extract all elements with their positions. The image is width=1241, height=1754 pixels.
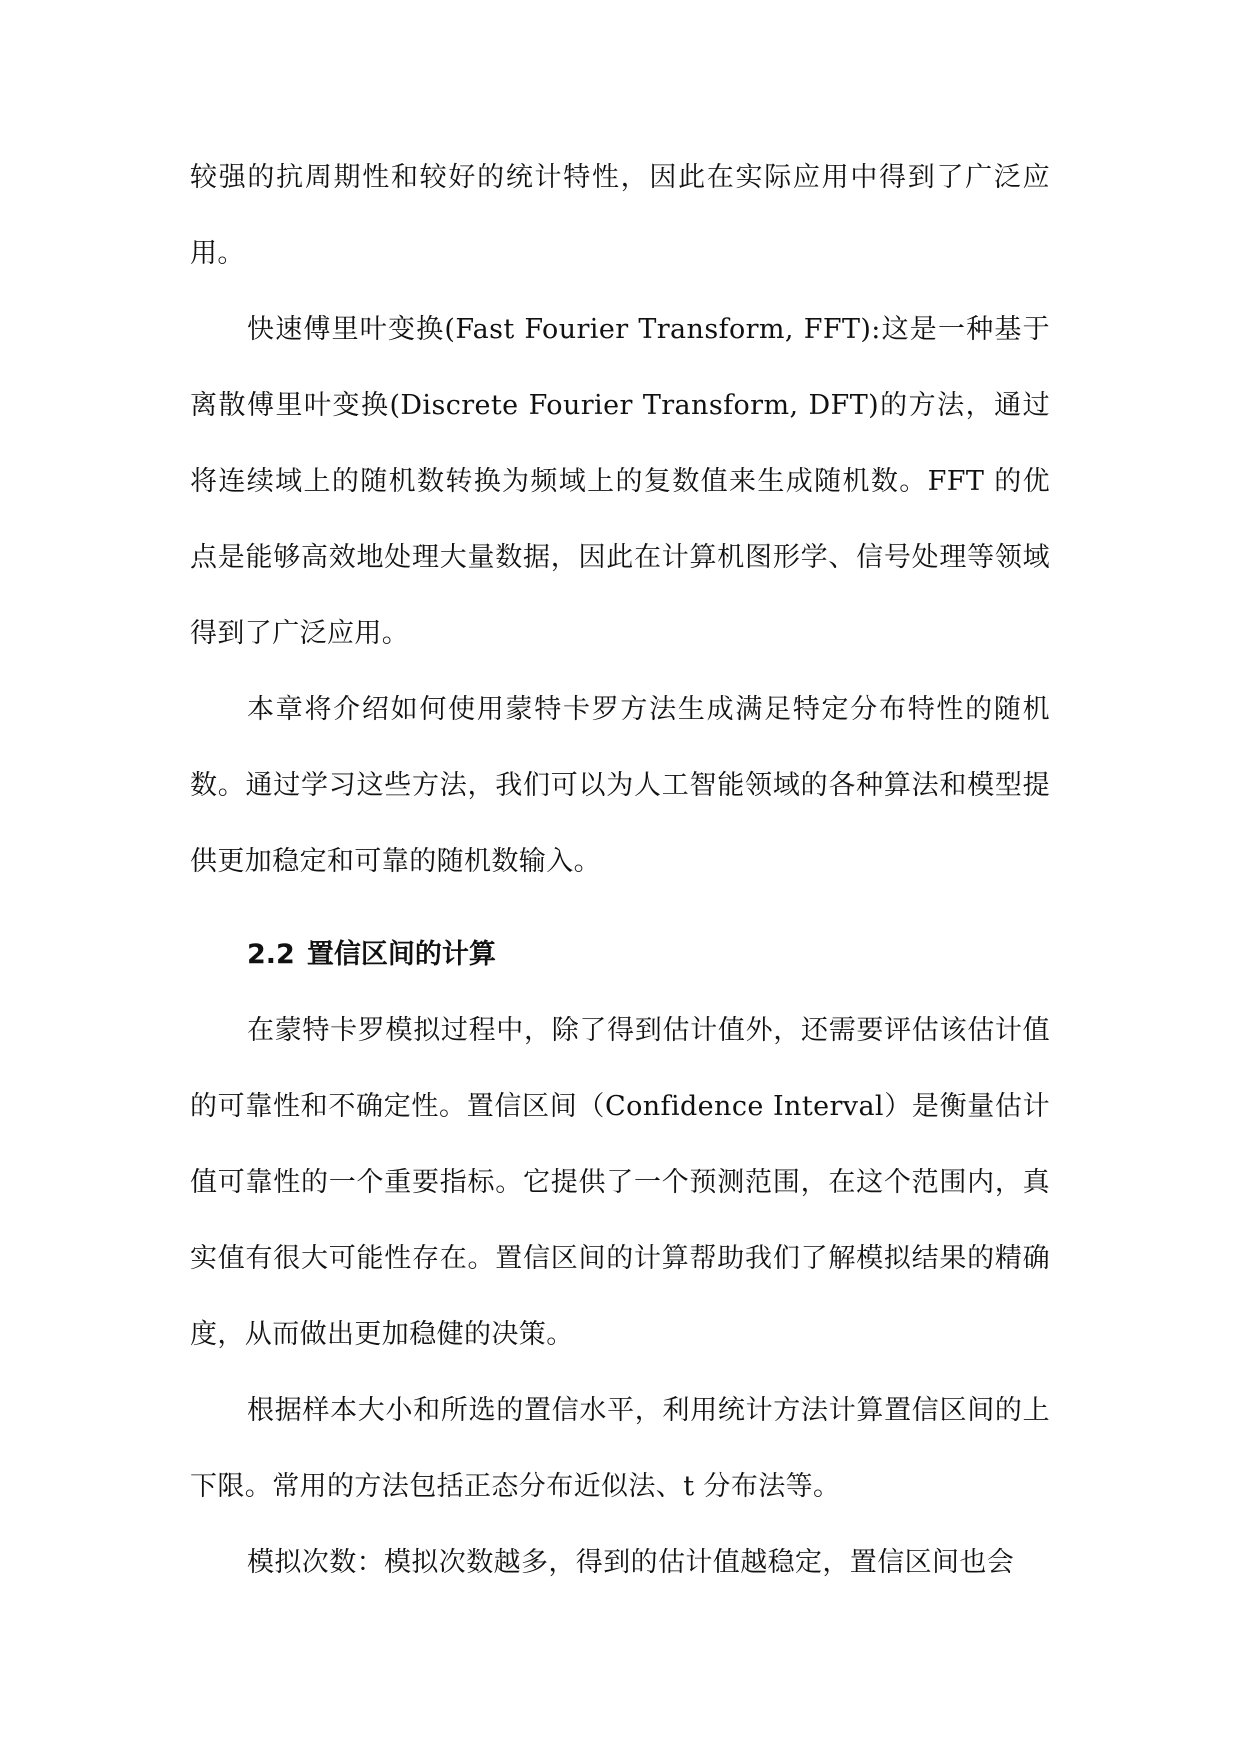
- paragraph-continuation: 较强的抗周期性和较好的统计特性，因此在实际应用中得到了广泛应用。: [190, 162, 1050, 269]
- paragraph-calculation-method: 根据样本大小和所选的置信水平，利用统计方法计算置信区间的上下限。常用的方法包括正态分布近似法、t 分布法等。: [190, 1395, 1050, 1502]
- section-title: 置信区间的计算: [306, 939, 496, 970]
- intro-text-block: [190, 140, 1050, 900]
- section-number: 2.2: [247, 939, 295, 970]
- paragraph-chapter-intro: 本章将介绍如何使用蒙特卡罗方法生成满足特定分布特性的随机数。通过学习这些方法，我们可以为人工智能领域的各种算法和模型提供更加稳定和可靠的随机数输入。: [190, 694, 1050, 877]
- section-2-2: [190, 917, 1050, 1601]
- paragraph-fft: 快速傅里叶变换(Fast Fourier Transform, FFT):这是一种基于离散傅里叶变换(Discrete Fourier Transform, DFT)的方法，通过将连续域上的随机数转换为频域上的复数值来生成随机数。FFT 的优点是能够高效地处理大量数据，因此在计算机图形学、信号处理等领域得到了广泛应用。: [190, 314, 1050, 649]
- section-heading: [190, 917, 1050, 993]
- paragraph-simulation-count: 模拟次数：模拟次数越多，得到的估计值越稳定，置信区间也会: [247, 1547, 1015, 1578]
- paragraph-confidence-interval: 在蒙特卡罗模拟过程中，除了得到估计值外，还需要评估该估计值的可靠性和不确定性。置信区间（Confidence Interval）是衡量估计值可靠性的一个重要指标。它提供了一个预测范围，在这个范围内，真实值有很大可能性存在。置信区间的计算帮助我们了解模拟结果的精确度，从而做出更加稳健的决策。: [190, 1015, 1050, 1350]
